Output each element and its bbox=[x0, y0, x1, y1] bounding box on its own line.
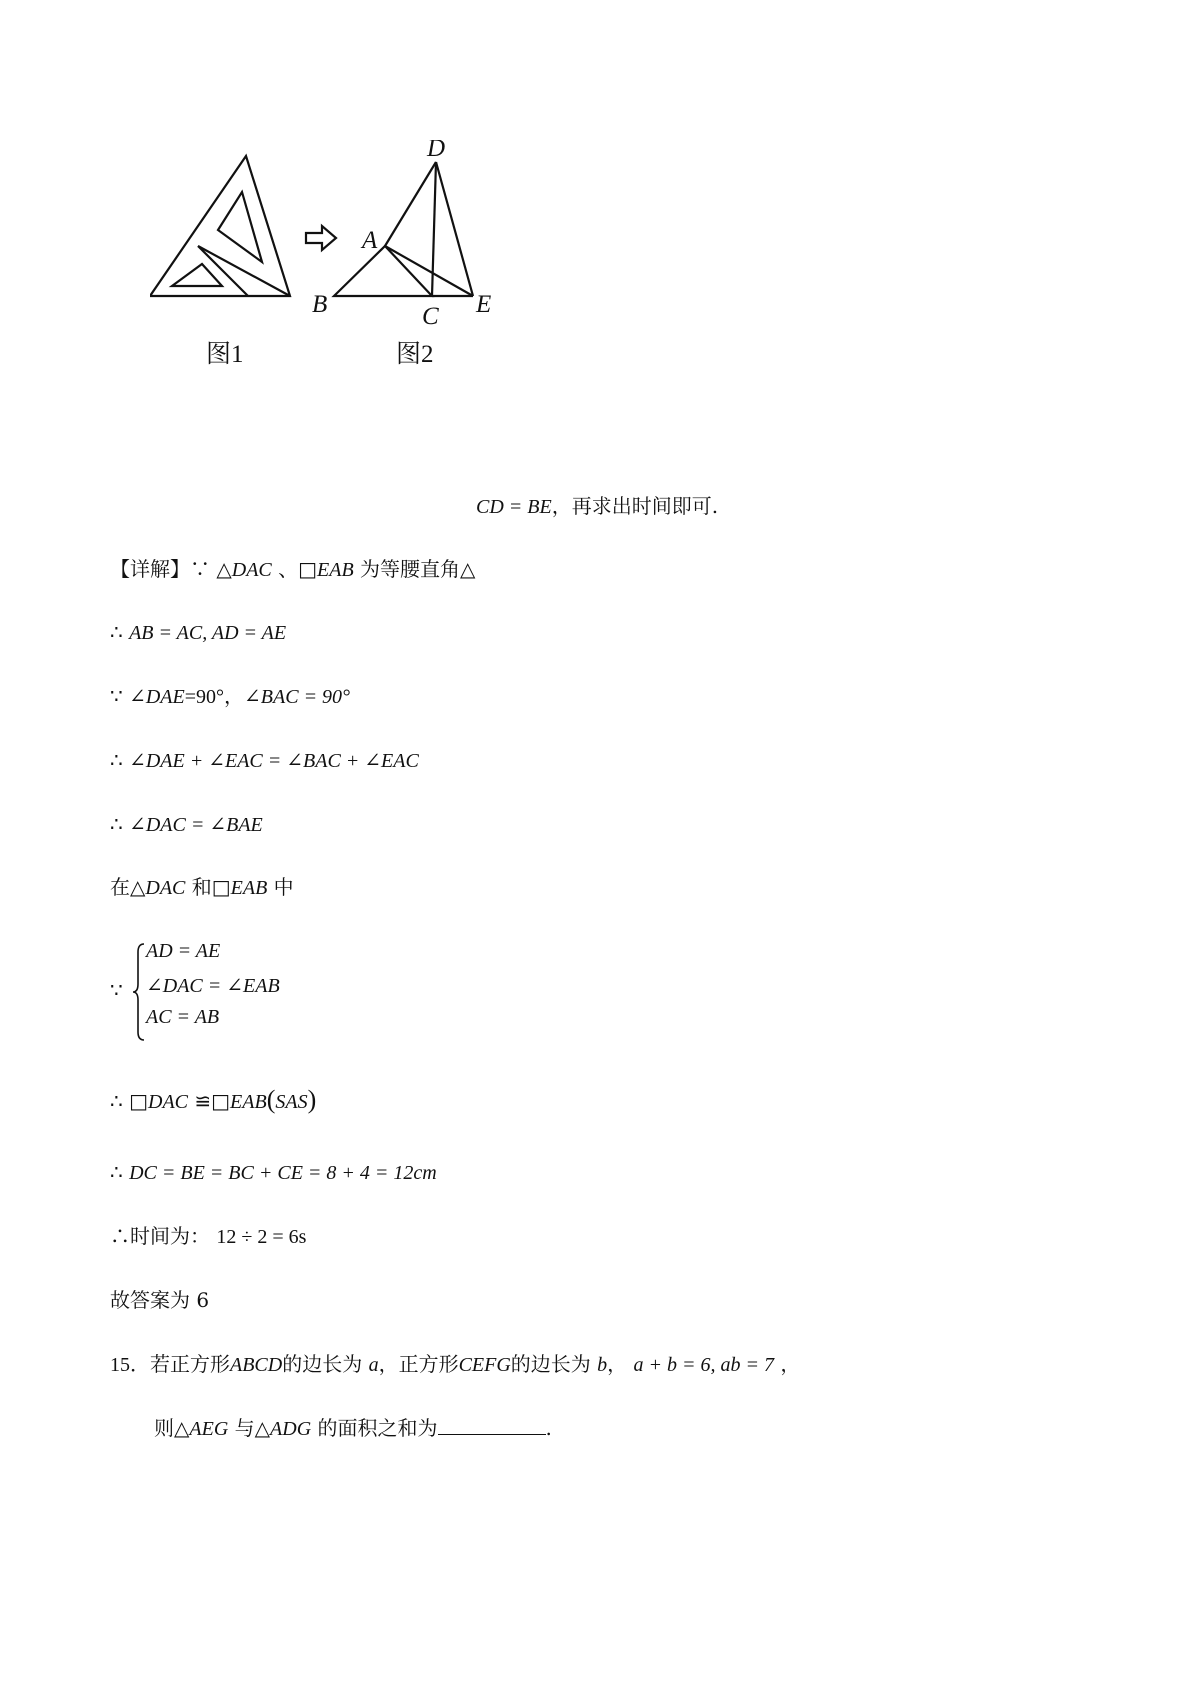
math-text: 12 ÷ 2 = 6s bbox=[216, 1226, 307, 1248]
math-text: DC = BE = BC + CE = 8 + 4 = 12 bbox=[129, 1162, 414, 1184]
analysis-line bbox=[476, 492, 718, 521]
paren-close: ) bbox=[307, 1085, 317, 1114]
step-line-8 bbox=[110, 1222, 306, 1251]
question-15-line-1 bbox=[110, 1350, 800, 1379]
therefore-symbol: ∴ bbox=[110, 620, 123, 644]
math-text: EAB bbox=[317, 559, 354, 581]
equation-system bbox=[110, 940, 370, 1046]
therefore-symbol: ∴ bbox=[110, 1089, 123, 1113]
text-fragment: 中 bbox=[273, 875, 294, 899]
paren-open: ( bbox=[266, 1085, 276, 1114]
therefore-symbol: ∴ bbox=[110, 748, 123, 772]
math-text: AB = AC, AD = AE bbox=[129, 622, 287, 644]
therefore-symbol: ∴ bbox=[110, 1160, 123, 1184]
box-symbol: □ bbox=[211, 1089, 231, 1113]
figure1-caption: 图1 bbox=[206, 341, 244, 368]
answer-blank[interactable] bbox=[438, 1414, 546, 1435]
text-fragment: =90°， bbox=[184, 686, 245, 708]
math-text: a bbox=[368, 1354, 379, 1376]
text-fragment: ， bbox=[607, 1352, 628, 1376]
text-fragment: 为等腰直角△ bbox=[360, 557, 476, 581]
math-text: DAE bbox=[145, 686, 185, 708]
text-fragment: 时间为： bbox=[130, 1224, 210, 1248]
step-line-1 bbox=[110, 618, 286, 647]
text-fragment: 的边长为 bbox=[282, 1352, 363, 1376]
text-fragment: 若正方形 bbox=[150, 1352, 230, 1376]
system-row-3: AC = AB bbox=[146, 1006, 220, 1028]
congruent-symbol: ≌ bbox=[194, 1091, 212, 1113]
left-brace-icon bbox=[132, 942, 146, 1042]
system-row-1: AD = AE bbox=[146, 940, 221, 962]
math-text: ADG bbox=[270, 1418, 312, 1440]
triangle-symbol: △ bbox=[130, 875, 146, 899]
step-line-3 bbox=[110, 746, 419, 775]
math-text: EAB bbox=[230, 877, 268, 899]
point-c-label: C bbox=[422, 303, 439, 330]
text-fragment: 、 bbox=[278, 557, 299, 581]
figure2-triangles bbox=[334, 162, 473, 296]
text-fragment: 和 bbox=[191, 875, 212, 899]
box-symbol: □ bbox=[298, 557, 318, 581]
point-b-label: B bbox=[312, 291, 328, 318]
text-fragment: ，正方形 bbox=[378, 1352, 459, 1376]
step-line-4 bbox=[110, 810, 263, 839]
answer-line bbox=[110, 1286, 209, 1314]
point-a-label: A bbox=[362, 227, 378, 254]
box-symbol: □ bbox=[211, 875, 231, 899]
text-fragment: 与 bbox=[234, 1416, 255, 1440]
triangle-symbol: △ bbox=[174, 1416, 190, 1440]
math-text: DAC bbox=[231, 559, 272, 581]
math-text: SAS bbox=[275, 1091, 308, 1113]
geometry-figure bbox=[150, 140, 570, 400]
triangle-symbol: △ bbox=[216, 557, 232, 581]
angle-symbol: ∠ bbox=[129, 686, 146, 708]
because-symbol: ∵ bbox=[110, 978, 123, 1002]
system-row-2: ∠DAC = ∠EAB bbox=[146, 975, 280, 997]
analysis-text: ，再求出时间即可. bbox=[551, 494, 719, 518]
therefore-symbol: ∴ bbox=[110, 1224, 130, 1248]
figure1-triangles bbox=[150, 156, 290, 296]
text-fragment: 的面积之和为 bbox=[317, 1416, 438, 1440]
box-symbol: □ bbox=[129, 1089, 148, 1113]
math-text: DAC bbox=[145, 877, 186, 899]
math-text: CEFG bbox=[458, 1354, 511, 1376]
math-text: a + b = 6, ab = 7 bbox=[633, 1354, 775, 1376]
math-text: EAB bbox=[230, 1091, 267, 1113]
because-symbol: ∵ bbox=[190, 557, 210, 581]
step-line-2 bbox=[110, 682, 350, 711]
question-number: 15． bbox=[110, 1354, 150, 1376]
text-fragment: 在 bbox=[110, 875, 130, 899]
math-text: b bbox=[597, 1354, 608, 1376]
therefore-symbol: ∴ bbox=[110, 812, 123, 836]
point-d-label: D bbox=[427, 140, 446, 162]
text-fragment: 的边长为 bbox=[510, 1352, 591, 1376]
point-e-label: E bbox=[476, 291, 492, 318]
because-symbol: ∵ bbox=[110, 684, 123, 708]
math-text: ∠BAC = 90° bbox=[244, 686, 351, 708]
figure2-caption: 图2 bbox=[396, 341, 434, 368]
step-line-7 bbox=[110, 1158, 437, 1187]
math-text: ∠DAE + ∠EAC = ∠BAC + ∠EAC bbox=[129, 750, 419, 772]
unit-text: cm bbox=[413, 1162, 437, 1184]
text-fragment: ， bbox=[780, 1352, 801, 1376]
solution-label: 【详解】 bbox=[110, 557, 190, 581]
text-fragment: 则 bbox=[154, 1416, 174, 1440]
question-15-line-2 bbox=[154, 1414, 552, 1443]
answer-text: 故答案为 6 bbox=[110, 1288, 210, 1312]
math-text: ABCD bbox=[230, 1354, 283, 1376]
right-arrow-icon bbox=[306, 226, 336, 250]
text-fragment: . bbox=[545, 1416, 552, 1440]
triangle-symbol: △ bbox=[254, 1416, 271, 1440]
figure-svg bbox=[150, 140, 570, 400]
math-text: DAC bbox=[148, 1091, 188, 1113]
math-text: ∠DAC = ∠BAE bbox=[129, 814, 263, 836]
analysis-math: CD = BE bbox=[476, 496, 552, 518]
step-line-5 bbox=[110, 873, 294, 902]
solution-heading-line bbox=[110, 555, 475, 584]
step-line-6 bbox=[110, 1086, 316, 1116]
math-text: AEG bbox=[189, 1418, 229, 1440]
